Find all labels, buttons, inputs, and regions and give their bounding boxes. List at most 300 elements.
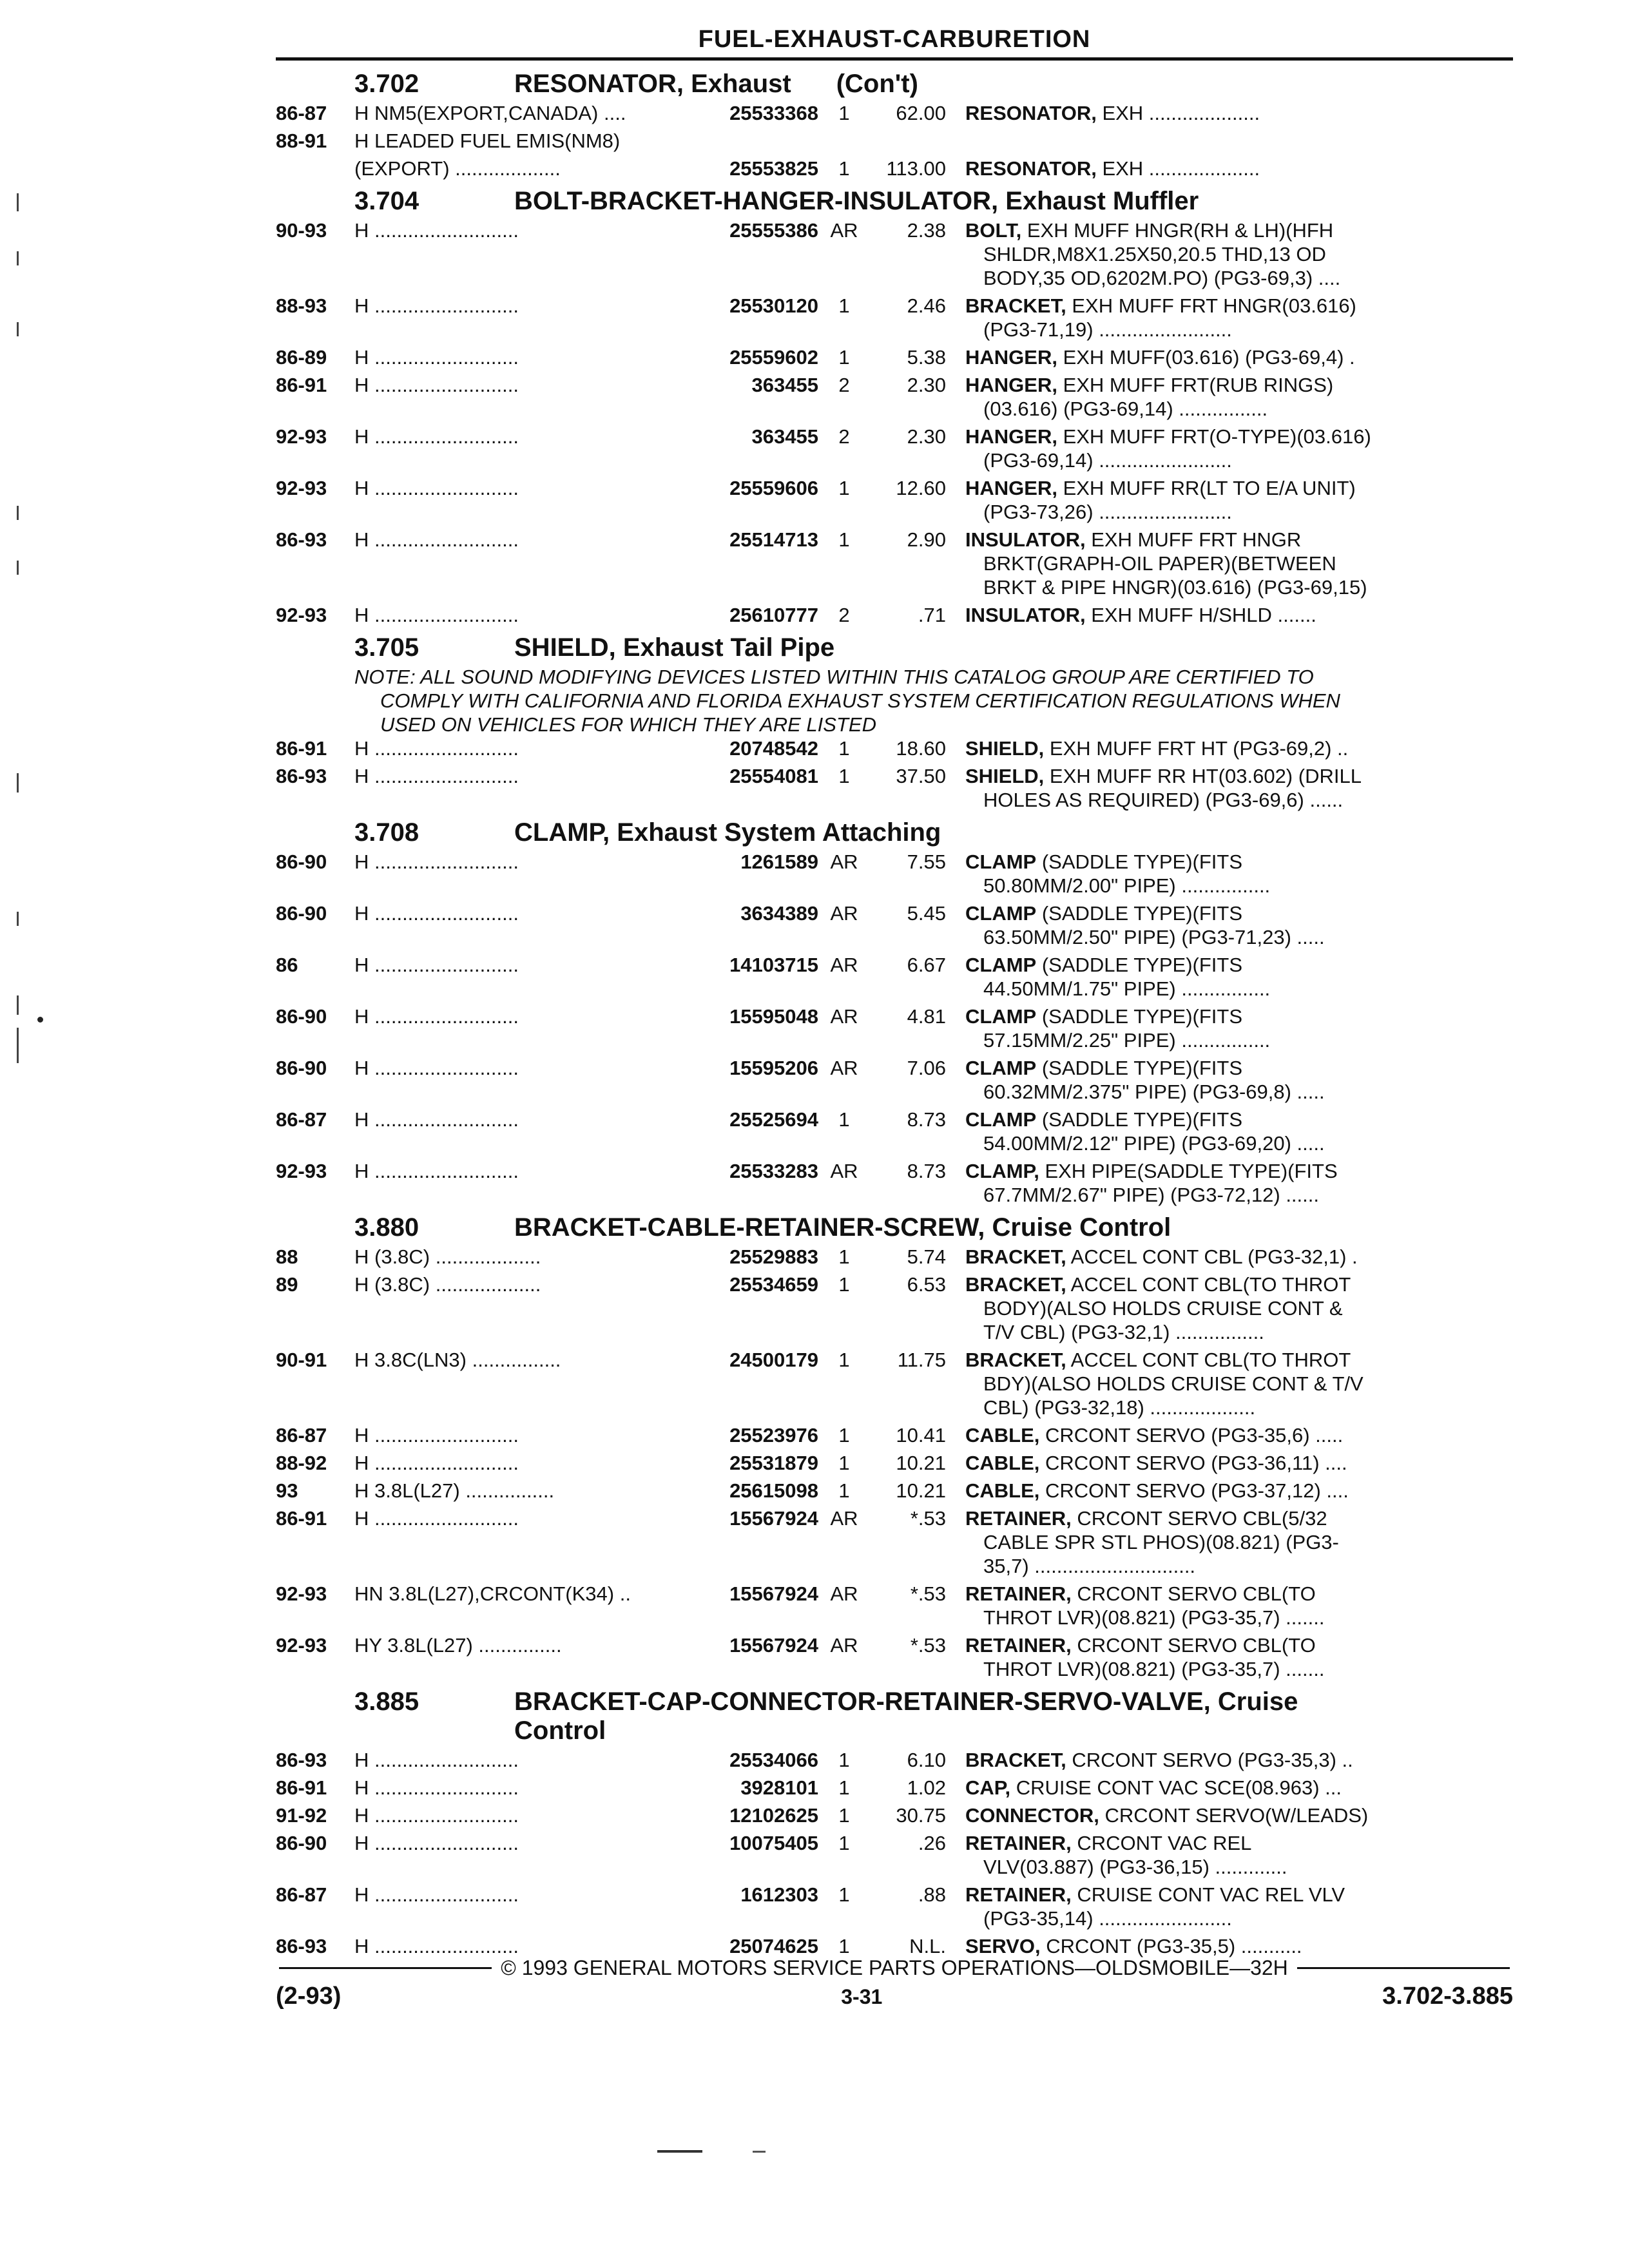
description-line: HANGER, EXH MUFF FRT(O-TYPE)(03.616) xyxy=(965,425,1371,448)
part-row xyxy=(276,764,1513,812)
description-line: CLAMP, EXH PIPE(SADDLE TYPE)(FITS xyxy=(965,1160,1338,1182)
model-years xyxy=(276,157,354,180)
part-row xyxy=(276,1582,1513,1629)
quantity: AR xyxy=(830,1057,858,1079)
application: H .......................... xyxy=(354,1776,519,1799)
application: H .......................... xyxy=(354,425,519,448)
part-row xyxy=(276,1056,1513,1104)
part-number: 25525694 xyxy=(729,1108,818,1131)
description xyxy=(946,1479,1513,1503)
model-years: 86-91 xyxy=(276,1776,327,1799)
description-line: RETAINER, CRUISE CONT VAC REL VLV xyxy=(965,1883,1345,1906)
margin-mark xyxy=(17,773,19,793)
model-years: 86-90 xyxy=(276,1057,327,1079)
description xyxy=(946,476,1513,524)
part-number: 25530120 xyxy=(729,294,818,317)
part-row xyxy=(276,218,1513,290)
application: H .......................... xyxy=(354,1749,519,1771)
description-line: BODY,35 OD,6202M.PO) (PG3-69,3) .... xyxy=(983,267,1341,289)
description-line: VLV(03.887) (PG3-36,15) ............. xyxy=(983,1856,1287,1878)
note-line: USED ON VEHICLES FOR WHICH THEY ARE LISTED xyxy=(380,713,876,736)
part-name-keyword: CONNECTOR, xyxy=(965,1804,1099,1827)
part-number: 25554081 xyxy=(729,765,818,787)
part-number: 25610777 xyxy=(729,604,818,626)
model-years: 86-93 xyxy=(276,765,327,787)
description xyxy=(946,603,1513,627)
description xyxy=(946,1245,1513,1269)
part-name-keyword: CLAMP, xyxy=(965,1160,1039,1182)
description-line: INSULATOR, EXH MUFF H/SHLD ....... xyxy=(965,604,1316,626)
price: 7.55 xyxy=(907,850,946,873)
price: 6.67 xyxy=(907,954,946,976)
part-row xyxy=(276,1803,1513,1827)
description-line: CLAMP (SADDLE TYPE)(FITS xyxy=(965,902,1243,925)
header-rule xyxy=(276,57,1513,61)
footer-rule-left xyxy=(279,1967,492,1969)
application: H NM5(EXPORT,CANADA) .... xyxy=(354,102,626,124)
quantity: AR xyxy=(830,850,858,873)
description xyxy=(946,1883,1513,1930)
description-line: BRACKET, ACCEL CONT CBL(TO THROT xyxy=(965,1273,1351,1296)
group-heading xyxy=(276,633,1513,662)
part-row xyxy=(276,345,1513,369)
description xyxy=(946,1934,1513,1958)
part-row xyxy=(276,901,1513,949)
price: *.53 xyxy=(910,1582,946,1605)
description-line: 54.00MM/2.12" PIPE) (PG3-69,20) ..... xyxy=(983,1132,1325,1155)
part-name-keyword: BRACKET, xyxy=(965,1749,1066,1771)
model-years: 86-91 xyxy=(276,1507,327,1530)
description-line: CLAMP (SADDLE TYPE)(FITS xyxy=(965,1057,1243,1079)
description-line: INSULATOR, EXH MUFF FRT HNGR xyxy=(965,528,1302,551)
part-name-keyword: BRACKET, xyxy=(965,1273,1066,1296)
description-line: 44.50MM/1.75" PIPE) ................ xyxy=(983,977,1271,1000)
description-line: RETAINER, CRCONT SERVO CBL(TO xyxy=(965,1634,1316,1657)
part-number: 25534066 xyxy=(729,1749,818,1771)
application: H .......................... xyxy=(354,902,519,925)
part-number: 25533368 xyxy=(729,102,818,124)
model-years: 86-87 xyxy=(276,102,327,124)
application: H .......................... xyxy=(354,1005,519,1028)
part-row xyxy=(276,1348,1513,1419)
part-number: 25529883 xyxy=(729,1245,818,1268)
group-number: 3.705 xyxy=(354,633,419,662)
part-row xyxy=(276,953,1513,1001)
group-title xyxy=(514,70,1513,99)
description xyxy=(946,1776,1513,1800)
quantity: 1 xyxy=(838,1245,850,1268)
quantity: 1 xyxy=(838,1452,850,1474)
part-number: 3928101 xyxy=(740,1776,818,1799)
quantity: AR xyxy=(830,954,858,976)
description xyxy=(946,1108,1513,1155)
catalog-page xyxy=(276,26,1513,1958)
quantity xyxy=(818,129,870,153)
group-title-text: BRACKET-CAP-CONNECTOR-RETAINER-SERVO-VALVE, Cruise xyxy=(514,1687,1298,1716)
description-line: (PG3-35,14) ........................ xyxy=(983,1907,1232,1930)
margin-mark xyxy=(17,995,19,1015)
application: H .......................... xyxy=(354,1108,519,1131)
description-line: CLAMP (SADDLE TYPE)(FITS xyxy=(965,1108,1243,1131)
model-years: 88-92 xyxy=(276,1452,327,1474)
model-years: 86-90 xyxy=(276,902,327,925)
quantity: 1 xyxy=(838,737,850,760)
part-row xyxy=(276,425,1513,472)
quantity: 1 xyxy=(838,1108,850,1131)
model-years: 86 xyxy=(276,954,298,976)
description-line: HANGER, EXH MUFF RR(LT TO E/A UNIT) xyxy=(965,477,1356,499)
description-line: THROT LVR)(08.821) (PG3-35,7) ....... xyxy=(983,1658,1325,1680)
part-row xyxy=(276,1451,1513,1475)
model-years: 92-93 xyxy=(276,1634,327,1657)
application: H .......................... xyxy=(354,1832,519,1854)
part-number: 20748542 xyxy=(729,737,818,760)
description xyxy=(946,1348,1513,1419)
description-line: BRACKET, CRCONT SERVO (PG3-35,3) .. xyxy=(965,1749,1353,1771)
part-number: 24500179 xyxy=(729,1349,818,1371)
quantity: 1 xyxy=(838,1424,850,1446)
price: *.53 xyxy=(910,1507,946,1530)
footer-group-range: 3.702-3.885 xyxy=(1382,1983,1513,2010)
quantity: 1 xyxy=(838,477,850,499)
part-name-keyword: HANGER, xyxy=(965,425,1057,448)
description xyxy=(946,157,1513,180)
description xyxy=(946,1582,1513,1629)
part-number: 25514713 xyxy=(729,528,818,551)
model-years: 86-90 xyxy=(276,850,327,873)
part-name-keyword: BOLT, xyxy=(965,219,1022,242)
part-name-keyword: HANGER, xyxy=(965,346,1057,369)
quantity: AR xyxy=(830,1634,858,1657)
part-row xyxy=(276,1831,1513,1879)
quantity: 1 xyxy=(838,528,850,551)
description-line: CABLE, CRCONT SERVO (PG3-36,11) .... xyxy=(965,1452,1347,1474)
part-name-keyword: CLAMP xyxy=(965,954,1037,976)
part-name-keyword: SHIELD, xyxy=(965,765,1045,787)
part-number: 25531879 xyxy=(729,1452,818,1474)
group-title xyxy=(514,187,1513,216)
description-line: CAP, CRUISE CONT VAC SCE(08.963) ... xyxy=(965,1776,1342,1799)
model-years: 91-92 xyxy=(276,1804,327,1827)
price: 2.30 xyxy=(907,374,946,396)
model-years: 86-91 xyxy=(276,374,327,396)
part-row xyxy=(276,1633,1513,1681)
model-years: 86-87 xyxy=(276,1424,327,1446)
description xyxy=(946,129,1513,153)
part-number: 15567924 xyxy=(729,1582,818,1605)
part-row xyxy=(276,1748,1513,1772)
description xyxy=(946,218,1513,290)
application: H 3.8L(L27) ................ xyxy=(354,1479,555,1502)
description xyxy=(946,101,1513,125)
part-number: 12102625 xyxy=(729,1804,818,1827)
description-line: HANGER, EXH MUFF(03.616) (PG3-69,4) . xyxy=(965,346,1355,369)
quantity: AR xyxy=(830,1160,858,1182)
description-line: BRACKET, EXH MUFF FRT HNGR(03.616) xyxy=(965,294,1356,317)
part-number: 25534659 xyxy=(729,1273,818,1296)
quantity: 2 xyxy=(838,604,850,626)
description xyxy=(946,736,1513,760)
application: H .......................... xyxy=(354,1935,519,1957)
part-row xyxy=(276,850,1513,898)
part-number: 1261589 xyxy=(740,850,818,873)
part-row xyxy=(276,528,1513,599)
description-line: SERVO, CRCONT (PG3-35,5) ........... xyxy=(965,1935,1302,1957)
margin-mark xyxy=(17,561,19,575)
part-number: 3634389 xyxy=(740,902,818,925)
model-years: 88 xyxy=(276,1245,298,1268)
description xyxy=(946,1423,1513,1447)
part-row xyxy=(276,1108,1513,1155)
quantity: 2 xyxy=(838,374,850,396)
page-footer xyxy=(276,1956,1513,2010)
quantity: AR xyxy=(830,219,858,242)
quantity: 1 xyxy=(838,765,850,787)
group-title-text: CLAMP, Exhaust System Attaching xyxy=(514,818,941,847)
application: H .......................... xyxy=(354,219,519,242)
description-line: BRACKET, ACCEL CONT CBL (PG3-32,1) . xyxy=(965,1245,1358,1268)
quantity: 1 xyxy=(838,346,850,369)
part-row xyxy=(276,1776,1513,1800)
model-years: 86-93 xyxy=(276,1749,327,1771)
page-header-title: FUEL-EXHAUST-CARBURETION xyxy=(698,26,1091,53)
description xyxy=(946,1506,1513,1578)
part-name-keyword: BRACKET, xyxy=(965,294,1066,317)
application: H 3.8C(LN3) ................ xyxy=(354,1349,561,1371)
part-number: 25559602 xyxy=(729,346,818,369)
description-line: 50.80MM/2.00" PIPE) ................ xyxy=(983,874,1271,897)
note-line: COMPLY WITH CALIFORNIA AND FLORIDA EXHAUST SYSTEM CERTIFICATION REGULATIONS WHEN xyxy=(380,689,1340,712)
application: HN 3.8L(L27),CRCONT(K34) .. xyxy=(354,1582,631,1605)
application: H .......................... xyxy=(354,604,519,626)
model-years: 86-93 xyxy=(276,1935,327,1957)
price: 6.10 xyxy=(907,1749,946,1771)
part-row xyxy=(276,1273,1513,1344)
description-line: (03.616) (PG3-69,14) ................ xyxy=(983,398,1268,420)
group-title-text: SHIELD, Exhaust Tail Pipe xyxy=(514,633,835,662)
margin-mark xyxy=(17,1028,19,1063)
model-years: 86-90 xyxy=(276,1832,327,1854)
group-title xyxy=(514,633,1513,662)
part-number: 25559606 xyxy=(729,477,818,499)
description-line: RETAINER, CRCONT SERVO CBL(TO xyxy=(965,1582,1316,1605)
application: H .......................... xyxy=(354,737,519,760)
price: 12.60 xyxy=(896,477,946,499)
application: H .......................... xyxy=(354,765,519,787)
part-number: 14103715 xyxy=(729,954,818,976)
application: H .......................... xyxy=(354,374,519,396)
footer-copyright: © 1993 GENERAL MOTORS SERVICE PARTS OPERATIONS—OLDSMOBILE—32H xyxy=(501,1956,1288,1979)
part-name-keyword: CLAMP xyxy=(965,850,1037,873)
description xyxy=(946,1633,1513,1681)
price: 30.75 xyxy=(896,1804,946,1827)
price: 8.73 xyxy=(907,1108,946,1131)
group-number: 3.708 xyxy=(354,818,419,847)
part-number: 15595206 xyxy=(729,1057,818,1079)
part-number: 25555386 xyxy=(729,219,818,242)
description xyxy=(946,953,1513,1001)
part-number: 15595048 xyxy=(729,1005,818,1028)
model-years: 90-91 xyxy=(276,1349,327,1371)
description xyxy=(946,1273,1513,1344)
part-name-keyword: CLAMP xyxy=(965,1108,1037,1131)
group-title-text: BOLT-BRACKET-HANGER-INSULATOR, Exhaust Muffler xyxy=(514,187,1199,215)
price: 1.02 xyxy=(907,1776,946,1799)
price: 10.21 xyxy=(896,1479,946,1502)
price: 6.53 xyxy=(907,1273,946,1296)
model-years: 92-93 xyxy=(276,1582,327,1605)
margin-mark xyxy=(17,322,19,336)
application: H .......................... xyxy=(354,1057,519,1079)
application: H .......................... xyxy=(354,528,519,551)
price: .88 xyxy=(918,1883,946,1906)
part-number: 15567924 xyxy=(729,1507,818,1530)
part-number: 25074625 xyxy=(729,1935,818,1957)
group-heading xyxy=(276,70,1513,99)
part-name-keyword: RETAINER, xyxy=(965,1634,1072,1657)
description-line: CBL) (PG3-32,18) ................... xyxy=(983,1396,1256,1419)
description xyxy=(946,294,1513,341)
description-line: CLAMP (SADDLE TYPE)(FITS xyxy=(965,954,1243,976)
part-name-keyword: HANGER, xyxy=(965,374,1057,396)
quantity: 1 xyxy=(838,1749,850,1771)
group-number: 3.885 xyxy=(354,1687,419,1716)
price: 18.60 xyxy=(896,737,946,760)
part-row xyxy=(276,294,1513,341)
price: 2.90 xyxy=(907,528,946,551)
model-years: 86-90 xyxy=(276,1005,327,1028)
model-years: 92-93 xyxy=(276,604,327,626)
quantity: 2 xyxy=(838,425,850,448)
model-years: 89 xyxy=(276,1273,298,1296)
quantity: AR xyxy=(830,902,858,925)
group-heading xyxy=(276,1213,1513,1242)
description-line: BRKT & PIPE HNGR)(03.616) (PG3-69,15) xyxy=(983,576,1367,599)
part-row xyxy=(276,157,1513,180)
description xyxy=(946,373,1513,421)
part-name-keyword: CLAMP xyxy=(965,902,1037,925)
part-row xyxy=(276,101,1513,125)
group-title xyxy=(514,818,1513,847)
model-years: 90-93 xyxy=(276,219,327,242)
description-line: RETAINER, CRCONT VAC REL xyxy=(965,1832,1252,1854)
description-line: (PG3-73,26) ........................ xyxy=(983,501,1232,523)
part-row xyxy=(276,1883,1513,1930)
part-number: 25615098 xyxy=(729,1479,818,1502)
description-line: BRACKET, ACCEL CONT CBL(TO THROT xyxy=(965,1349,1351,1371)
price: 2.46 xyxy=(907,294,946,317)
description xyxy=(946,1004,1513,1052)
description-line: 67.7MM/2.67" PIPE) (PG3-72,12) ...... xyxy=(983,1184,1319,1206)
quantity: 1 xyxy=(838,1883,850,1906)
quantity: 1 xyxy=(838,1832,850,1854)
description-line: BODY)(ALSO HOLDS CRUISE CONT & xyxy=(983,1297,1343,1320)
price: 37.50 xyxy=(896,765,946,787)
footer-rule-right xyxy=(1297,1967,1510,1969)
quantity: 1 xyxy=(838,157,850,180)
description xyxy=(946,1159,1513,1207)
quantity: AR xyxy=(830,1582,858,1605)
part-name-keyword: CLAMP xyxy=(965,1005,1037,1028)
part-row xyxy=(276,603,1513,627)
part-number: 25553825 xyxy=(729,157,818,180)
part-row xyxy=(276,1159,1513,1207)
group-heading xyxy=(276,187,1513,216)
part-name-keyword: RETAINER, xyxy=(965,1582,1072,1605)
part-row xyxy=(276,1245,1513,1269)
part-name-keyword: HANGER, xyxy=(965,477,1057,499)
price: 7.06 xyxy=(907,1057,946,1079)
part-row xyxy=(276,1423,1513,1447)
description xyxy=(946,1803,1513,1827)
model-years: 92-93 xyxy=(276,477,327,499)
group-number: 3.704 xyxy=(354,187,419,215)
part-name-keyword: INSULATOR, xyxy=(965,604,1086,626)
price: 5.38 xyxy=(907,346,946,369)
application: HY 3.8L(L27) ............... xyxy=(354,1634,562,1657)
part-row xyxy=(276,736,1513,760)
description xyxy=(946,1056,1513,1104)
note-line: NOTE: ALL SOUND MODIFYING DEVICES LISTED WITHIN THIS CATALOG GROUP ARE CERTIFIED TO xyxy=(354,666,1314,688)
quantity: 1 xyxy=(838,1349,850,1371)
description-line: HANGER, EXH MUFF FRT(RUB RINGS) xyxy=(965,374,1334,396)
quantity: 1 xyxy=(838,1804,850,1827)
application: H .......................... xyxy=(354,1424,519,1446)
part-name-keyword: SHIELD, xyxy=(965,737,1045,760)
description-line: BOLT, EXH MUFF HNGR(RH & LH)(HFH xyxy=(965,219,1334,242)
application: H .......................... xyxy=(354,1452,519,1474)
price: N.L. xyxy=(909,1935,946,1957)
part-name-keyword: RETAINER, xyxy=(965,1507,1072,1530)
part-number: 25523976 xyxy=(729,1424,818,1446)
group-title xyxy=(514,1213,1513,1242)
price: 8.73 xyxy=(907,1160,946,1182)
application: H .......................... xyxy=(354,1883,519,1906)
quantity: 1 xyxy=(838,1273,850,1296)
description-line: (PG3-69,14) ........................ xyxy=(983,449,1232,472)
application: H .......................... xyxy=(354,1507,519,1530)
part-row xyxy=(276,373,1513,421)
description-line: SHIELD, EXH MUFF RR HT(03.602) (DRILL xyxy=(965,765,1362,787)
part-name-keyword: CABLE, xyxy=(965,1479,1040,1502)
description xyxy=(946,345,1513,369)
price xyxy=(870,129,946,153)
description xyxy=(946,764,1513,812)
price: 11.75 xyxy=(897,1349,946,1371)
model-years: 88-91 xyxy=(276,130,327,152)
part-name-keyword: CABLE, xyxy=(965,1424,1040,1446)
part-number: 363455 xyxy=(751,374,818,396)
description-line: 60.32MM/2.375" PIPE) (PG3-69,8) ..... xyxy=(983,1081,1325,1103)
part-number: 1612303 xyxy=(740,1883,818,1906)
dot-mark xyxy=(37,1017,43,1023)
footer-date: (2-93) xyxy=(276,1983,342,2010)
margin-mark xyxy=(17,251,19,265)
application: H LEADED FUEL EMIS(NM8) xyxy=(354,130,621,152)
application: H .......................... xyxy=(354,954,519,976)
group-title-text: Control xyxy=(514,1716,606,1745)
part-name-keyword: RESONATOR, xyxy=(965,102,1097,124)
price: 2.30 xyxy=(907,425,946,448)
description xyxy=(946,1451,1513,1475)
price: 10.41 xyxy=(896,1424,946,1446)
price: 10.21 xyxy=(896,1452,946,1474)
price: *.53 xyxy=(910,1634,946,1657)
description-line: THROT LVR)(08.821) (PG3-35,7) ....... xyxy=(983,1606,1325,1629)
description-line: HOLES AS REQUIRED) (PG3-69,6) ...... xyxy=(983,789,1344,811)
group-heading xyxy=(276,1687,1513,1745)
model-years: 86-89 xyxy=(276,346,327,369)
